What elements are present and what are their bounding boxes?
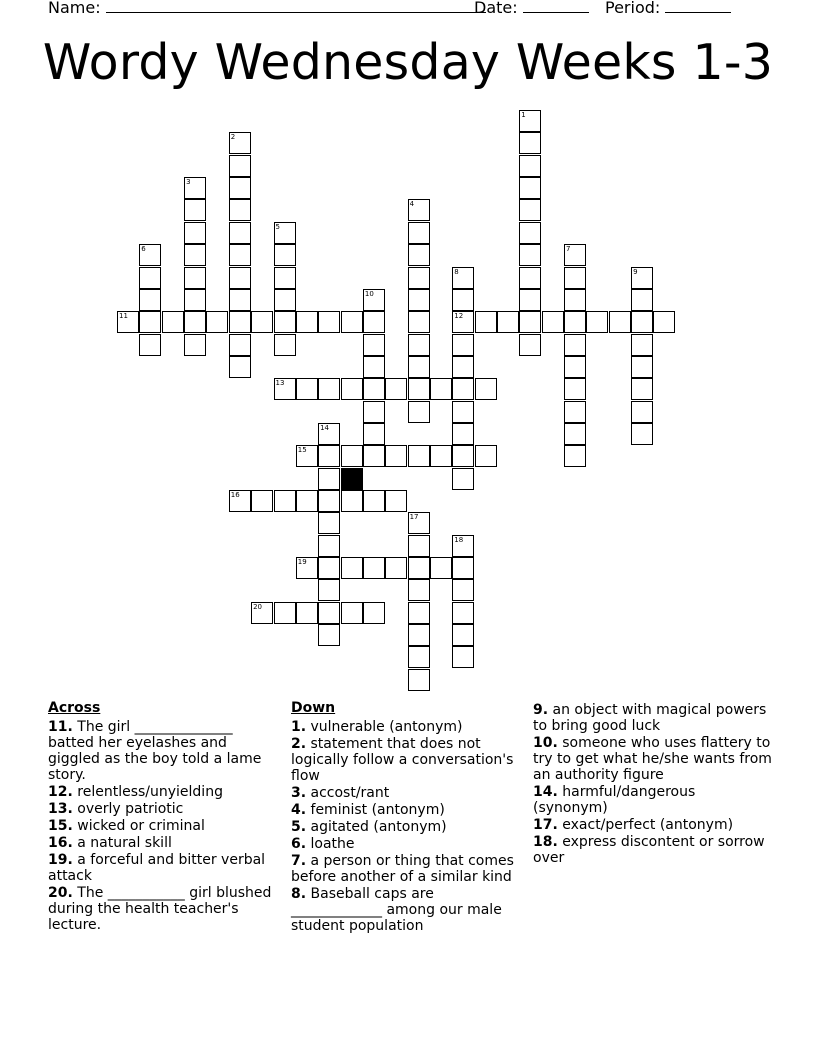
clue-text: feminist (antonym) (306, 802, 445, 818)
clue-num: 4. (291, 802, 307, 818)
page-title: Wordy Wednesday Weeks 1-3 (42, 34, 774, 91)
grid-cell[interactable] (519, 334, 541, 356)
grid-cell[interactable] (274, 490, 296, 512)
grid-cell[interactable] (117, 311, 139, 333)
down-heading: Down (291, 700, 336, 716)
grid-cell[interactable] (564, 401, 586, 423)
grid-cell[interactable] (318, 445, 340, 467)
clue-number: 17 (409, 513, 419, 522)
grid-cell[interactable] (408, 334, 430, 356)
grid-cell[interactable] (341, 490, 363, 512)
clue-text: an object with magical powers to bring good luck (533, 702, 767, 734)
across-clue (48, 801, 276, 817)
grid-cell[interactable] (184, 334, 206, 356)
grid-cell[interactable] (452, 557, 474, 579)
grid-cell[interactable] (430, 557, 452, 579)
grid-cell[interactable] (408, 378, 430, 400)
grid-cell[interactable] (363, 356, 385, 378)
grid-cell[interactable] (184, 311, 206, 333)
clue-text: a forceful and bitter verbal attack (48, 852, 266, 884)
grid-cell[interactable] (363, 334, 385, 356)
clue-num: 13. (48, 801, 73, 817)
grid-cell[interactable] (139, 244, 161, 266)
grid-cell[interactable] (318, 579, 340, 601)
grid-cell[interactable] (452, 624, 474, 646)
grid-cell[interactable] (318, 378, 340, 400)
grid-cell[interactable] (408, 602, 430, 624)
grid-cell[interactable] (564, 244, 586, 266)
clue-text: relentless/unyielding (72, 784, 223, 800)
grid-cell[interactable] (631, 378, 653, 400)
down-clues-col2 (533, 702, 773, 867)
grid-cell[interactable] (229, 199, 251, 221)
grid-cell[interactable] (229, 356, 251, 378)
grid-cell[interactable] (519, 177, 541, 199)
grid-cell[interactable] (408, 267, 430, 289)
across-clue (48, 719, 276, 783)
grid-cell[interactable] (229, 289, 251, 311)
grid-cell[interactable] (318, 602, 340, 624)
grid-cell[interactable] (206, 311, 228, 333)
clue-number: 11 (119, 312, 128, 321)
grid-cell[interactable] (475, 378, 497, 400)
grid-cell[interactable] (274, 311, 296, 333)
grid-cell[interactable] (363, 490, 385, 512)
clue-number: 15 (297, 446, 307, 455)
grid-cell[interactable] (229, 177, 251, 199)
grid-cell[interactable] (363, 289, 385, 311)
grid-cell[interactable] (631, 311, 653, 333)
grid-cell[interactable] (519, 222, 541, 244)
clue-num: 18. (533, 834, 558, 850)
grid-cell[interactable] (229, 132, 251, 154)
grid-cell[interactable] (408, 557, 430, 579)
grid-cell[interactable] (452, 579, 474, 601)
period-label: Period: (605, 0, 661, 17)
down-clue (291, 836, 527, 852)
grid-cell[interactable] (341, 602, 363, 624)
grid-cell[interactable] (274, 267, 296, 289)
grid-cell[interactable] (296, 490, 318, 512)
grid-cell[interactable] (564, 334, 586, 356)
down-clue (291, 785, 527, 801)
grid-cell[interactable] (519, 132, 541, 154)
clue-text: wicked or criminal (72, 818, 205, 834)
grid-cell[interactable] (341, 557, 363, 579)
grid-cell[interactable] (229, 490, 251, 512)
grid-cell[interactable] (139, 311, 161, 333)
clue-number: 6 (141, 245, 146, 254)
grid-cell[interactable] (564, 311, 586, 333)
clue-num: 16. (48, 835, 73, 851)
grid-cell[interactable] (564, 445, 586, 467)
name-label: Name: (48, 0, 101, 17)
grid-cell[interactable] (452, 334, 474, 356)
grid-cell[interactable] (363, 401, 385, 423)
grid-cell[interactable] (162, 311, 184, 333)
grid-cell[interactable] (519, 244, 541, 266)
grid-cell[interactable] (519, 199, 541, 221)
grid-cell[interactable] (430, 378, 452, 400)
grid-cell[interactable] (452, 535, 474, 557)
clue-number: 19 (297, 558, 307, 566)
clue-num: 12. (48, 784, 73, 800)
grid-cell[interactable] (184, 177, 206, 199)
grid-cell[interactable] (139, 289, 161, 311)
grid-cell[interactable] (363, 423, 385, 445)
grid-cell[interactable] (318, 624, 340, 646)
grid-cell[interactable] (408, 624, 430, 646)
grid-cell[interactable] (408, 289, 430, 311)
down-clue (533, 834, 773, 866)
grid-cell[interactable] (452, 646, 474, 668)
grid-cell[interactable] (296, 602, 318, 624)
clue-number: 16 (230, 491, 240, 499)
clue-num: 9. (533, 702, 549, 718)
down-clue (533, 735, 773, 783)
grid-cell[interactable] (184, 267, 206, 289)
clue-text: accost/rant (306, 785, 390, 801)
clue-number: 5 (275, 222, 280, 231)
grid-cell[interactable] (408, 311, 430, 333)
grid-cell[interactable] (408, 646, 430, 668)
grid-cell[interactable] (229, 244, 251, 266)
grid-cell[interactable] (609, 311, 631, 333)
grid-cell[interactable] (139, 267, 161, 289)
grid-cell[interactable] (229, 222, 251, 244)
grid-cell[interactable] (363, 445, 385, 467)
grid-cell[interactable] (318, 311, 340, 333)
grid-cell[interactable] (318, 423, 340, 445)
grid-cell[interactable] (408, 535, 430, 557)
grid-cell[interactable] (385, 557, 407, 579)
grid-cell[interactable] (408, 222, 430, 244)
grid-cell[interactable] (452, 423, 474, 445)
across-clue (48, 885, 276, 933)
clue-text: exact/perfect (antonym) (557, 817, 734, 833)
clue-num: 11. (48, 719, 73, 735)
grid-cell[interactable] (229, 267, 251, 289)
grid-cell[interactable] (229, 311, 251, 333)
grid-cell[interactable] (408, 244, 430, 266)
down-clue (291, 853, 527, 885)
grid-cell[interactable] (251, 490, 273, 512)
grid-cell[interactable] (363, 602, 385, 624)
clue-num: 10. (533, 735, 558, 751)
clue-number: 18 (454, 535, 464, 544)
grid-cell[interactable] (631, 267, 653, 289)
clue-num: 6. (291, 836, 307, 852)
black-square (341, 468, 363, 490)
grid-cell[interactable] (274, 378, 296, 400)
across-clue (48, 784, 276, 800)
clue-num: 15. (48, 818, 73, 834)
clue-number: 7 (566, 245, 571, 254)
grid-cell[interactable] (519, 110, 541, 132)
grid-cell[interactable] (564, 423, 586, 445)
clue-num: 1. (291, 719, 307, 735)
grid-cell[interactable] (452, 468, 474, 490)
grid-cell[interactable] (274, 289, 296, 311)
grid-cell[interactable] (631, 289, 653, 311)
clue-text: loathe (306, 836, 355, 852)
grid-cell[interactable] (251, 602, 273, 624)
grid-cell[interactable] (653, 311, 675, 333)
grid-cell[interactable] (274, 244, 296, 266)
grid-cell[interactable] (452, 311, 474, 333)
grid-cell[interactable] (475, 311, 497, 333)
clue-text: a natural skill (72, 835, 172, 851)
grid-cell[interactable] (229, 334, 251, 356)
clue-num: 7. (291, 853, 307, 869)
grid-cell[interactable] (564, 378, 586, 400)
grid-cell[interactable] (385, 490, 407, 512)
grid-cell[interactable] (542, 311, 564, 333)
grid-cell[interactable] (274, 334, 296, 356)
across-clues (48, 700, 276, 934)
grid-cell[interactable] (296, 557, 318, 579)
down-clue (291, 802, 527, 818)
grid-cell[interactable] (452, 267, 474, 289)
clue-num: 8. (291, 886, 307, 902)
grid-cell[interactable] (408, 445, 430, 467)
clue-num: 17. (533, 817, 558, 833)
grid-cell[interactable] (475, 445, 497, 467)
down-clues-col1 (291, 700, 527, 935)
clue-text: statement that does not logically follow a conversation's flow (291, 736, 514, 784)
grid-cell[interactable] (430, 445, 452, 467)
clue-number: 14 (320, 423, 330, 432)
down-clue (533, 702, 773, 734)
grid-cell[interactable] (296, 445, 318, 467)
grid-cell[interactable] (519, 267, 541, 289)
clue-text: Baseball caps are _____________ among our male student population (291, 886, 502, 934)
clue-number: 12 (454, 312, 464, 321)
grid-cell[interactable] (519, 155, 541, 177)
down-clue (533, 784, 773, 816)
grid-cell[interactable] (229, 155, 251, 177)
grid-cell[interactable] (385, 378, 407, 400)
grid-cell[interactable] (184, 244, 206, 266)
grid-cell[interactable] (408, 669, 430, 691)
down-clue (291, 886, 527, 934)
grid-cell[interactable] (408, 512, 430, 534)
grid-cell[interactable] (631, 401, 653, 423)
grid-cell[interactable] (631, 423, 653, 445)
grid-cell[interactable] (452, 378, 474, 400)
grid-cell[interactable] (631, 334, 653, 356)
clue-text: The girl ______________ batted her eyelashes and giggled as the boy told a lame story. (48, 719, 262, 783)
clue-number: 4 (409, 200, 415, 209)
date-label: Date: (474, 0, 518, 17)
grid-cell[interactable] (408, 401, 430, 423)
clue-number: 13 (275, 379, 285, 388)
grid-cell[interactable] (452, 356, 474, 378)
grid-cell[interactable] (318, 490, 340, 512)
grid-cell[interactable] (519, 289, 541, 311)
grid-cell[interactable] (385, 445, 407, 467)
grid-cell[interactable] (274, 222, 296, 244)
clue-number: 8 (454, 267, 459, 276)
across-clue (48, 852, 276, 884)
across-clue (48, 818, 276, 834)
grid-cell[interactable] (341, 445, 363, 467)
clue-num: 2. (291, 736, 307, 752)
clue-text: The ___________ girl blushed during the health teacher's lecture. (48, 885, 272, 933)
grid-cell[interactable] (631, 356, 653, 378)
clue-text: vulnerable (antonym) (306, 719, 463, 735)
clue-number: 1 (521, 111, 526, 119)
clue-number: 10 (364, 289, 374, 298)
grid-cell[interactable] (497, 311, 519, 333)
grid-cell[interactable] (586, 311, 608, 333)
grid-cell[interactable] (452, 289, 474, 311)
grid-cell[interactable] (452, 401, 474, 423)
grid-cell[interactable] (408, 356, 430, 378)
clue-text: harmful/dangerous (synonym) (533, 784, 696, 816)
clue-number: 9 (633, 267, 638, 276)
grid-cell[interactable] (296, 378, 318, 400)
clue-text: overly patriotic (72, 801, 184, 817)
grid-cell[interactable] (318, 557, 340, 579)
grid-cell[interactable] (564, 289, 586, 311)
grid-cell[interactable] (184, 289, 206, 311)
grid-cell[interactable] (452, 445, 474, 467)
grid-cell[interactable] (318, 512, 340, 534)
grid-cell[interactable] (408, 199, 430, 221)
grid-cell[interactable] (341, 311, 363, 333)
down-clue (291, 719, 527, 735)
clue-text: express discontent or sorrow over (533, 834, 765, 866)
clue-num: 3. (291, 785, 307, 801)
clue-num: 14. (533, 784, 558, 800)
clue-num: 5. (291, 819, 307, 835)
clue-number: 20 (253, 602, 263, 611)
clue-text: someone who uses flattery to try to get what he/she wants from an authority figure (533, 735, 772, 783)
grid-cell[interactable] (564, 356, 586, 378)
grid-cell[interactable] (296, 311, 318, 333)
grid-cell[interactable] (363, 378, 385, 400)
grid-cell[interactable] (139, 334, 161, 356)
grid-cell[interactable] (318, 535, 340, 557)
across-heading: Across (48, 700, 101, 716)
grid-cell[interactable] (452, 602, 474, 624)
grid-cell[interactable] (363, 311, 385, 333)
clue-text: a person or thing that comes before another of a similar kind (291, 853, 514, 885)
grid-cell[interactable] (274, 602, 296, 624)
grid-cell[interactable] (341, 378, 363, 400)
grid-cell[interactable] (564, 267, 586, 289)
down-clue (291, 736, 527, 784)
grid-cell[interactable] (318, 468, 340, 490)
down-clue (291, 819, 527, 835)
grid-cell[interactable] (408, 579, 430, 601)
grid-cell[interactable] (251, 311, 273, 333)
grid-cell[interactable] (363, 557, 385, 579)
clue-num: 19. (48, 852, 73, 868)
across-clue (48, 835, 276, 851)
clue-number: 3 (186, 178, 191, 187)
down-clue (533, 817, 773, 833)
grid-cell[interactable] (184, 199, 206, 221)
grid-cell[interactable] (519, 311, 541, 333)
clue-number: 2 (230, 133, 236, 142)
grid-cell[interactable] (184, 222, 206, 244)
clue-text: agitated (antonym) (306, 819, 447, 835)
clue-num: 20. (48, 885, 73, 901)
